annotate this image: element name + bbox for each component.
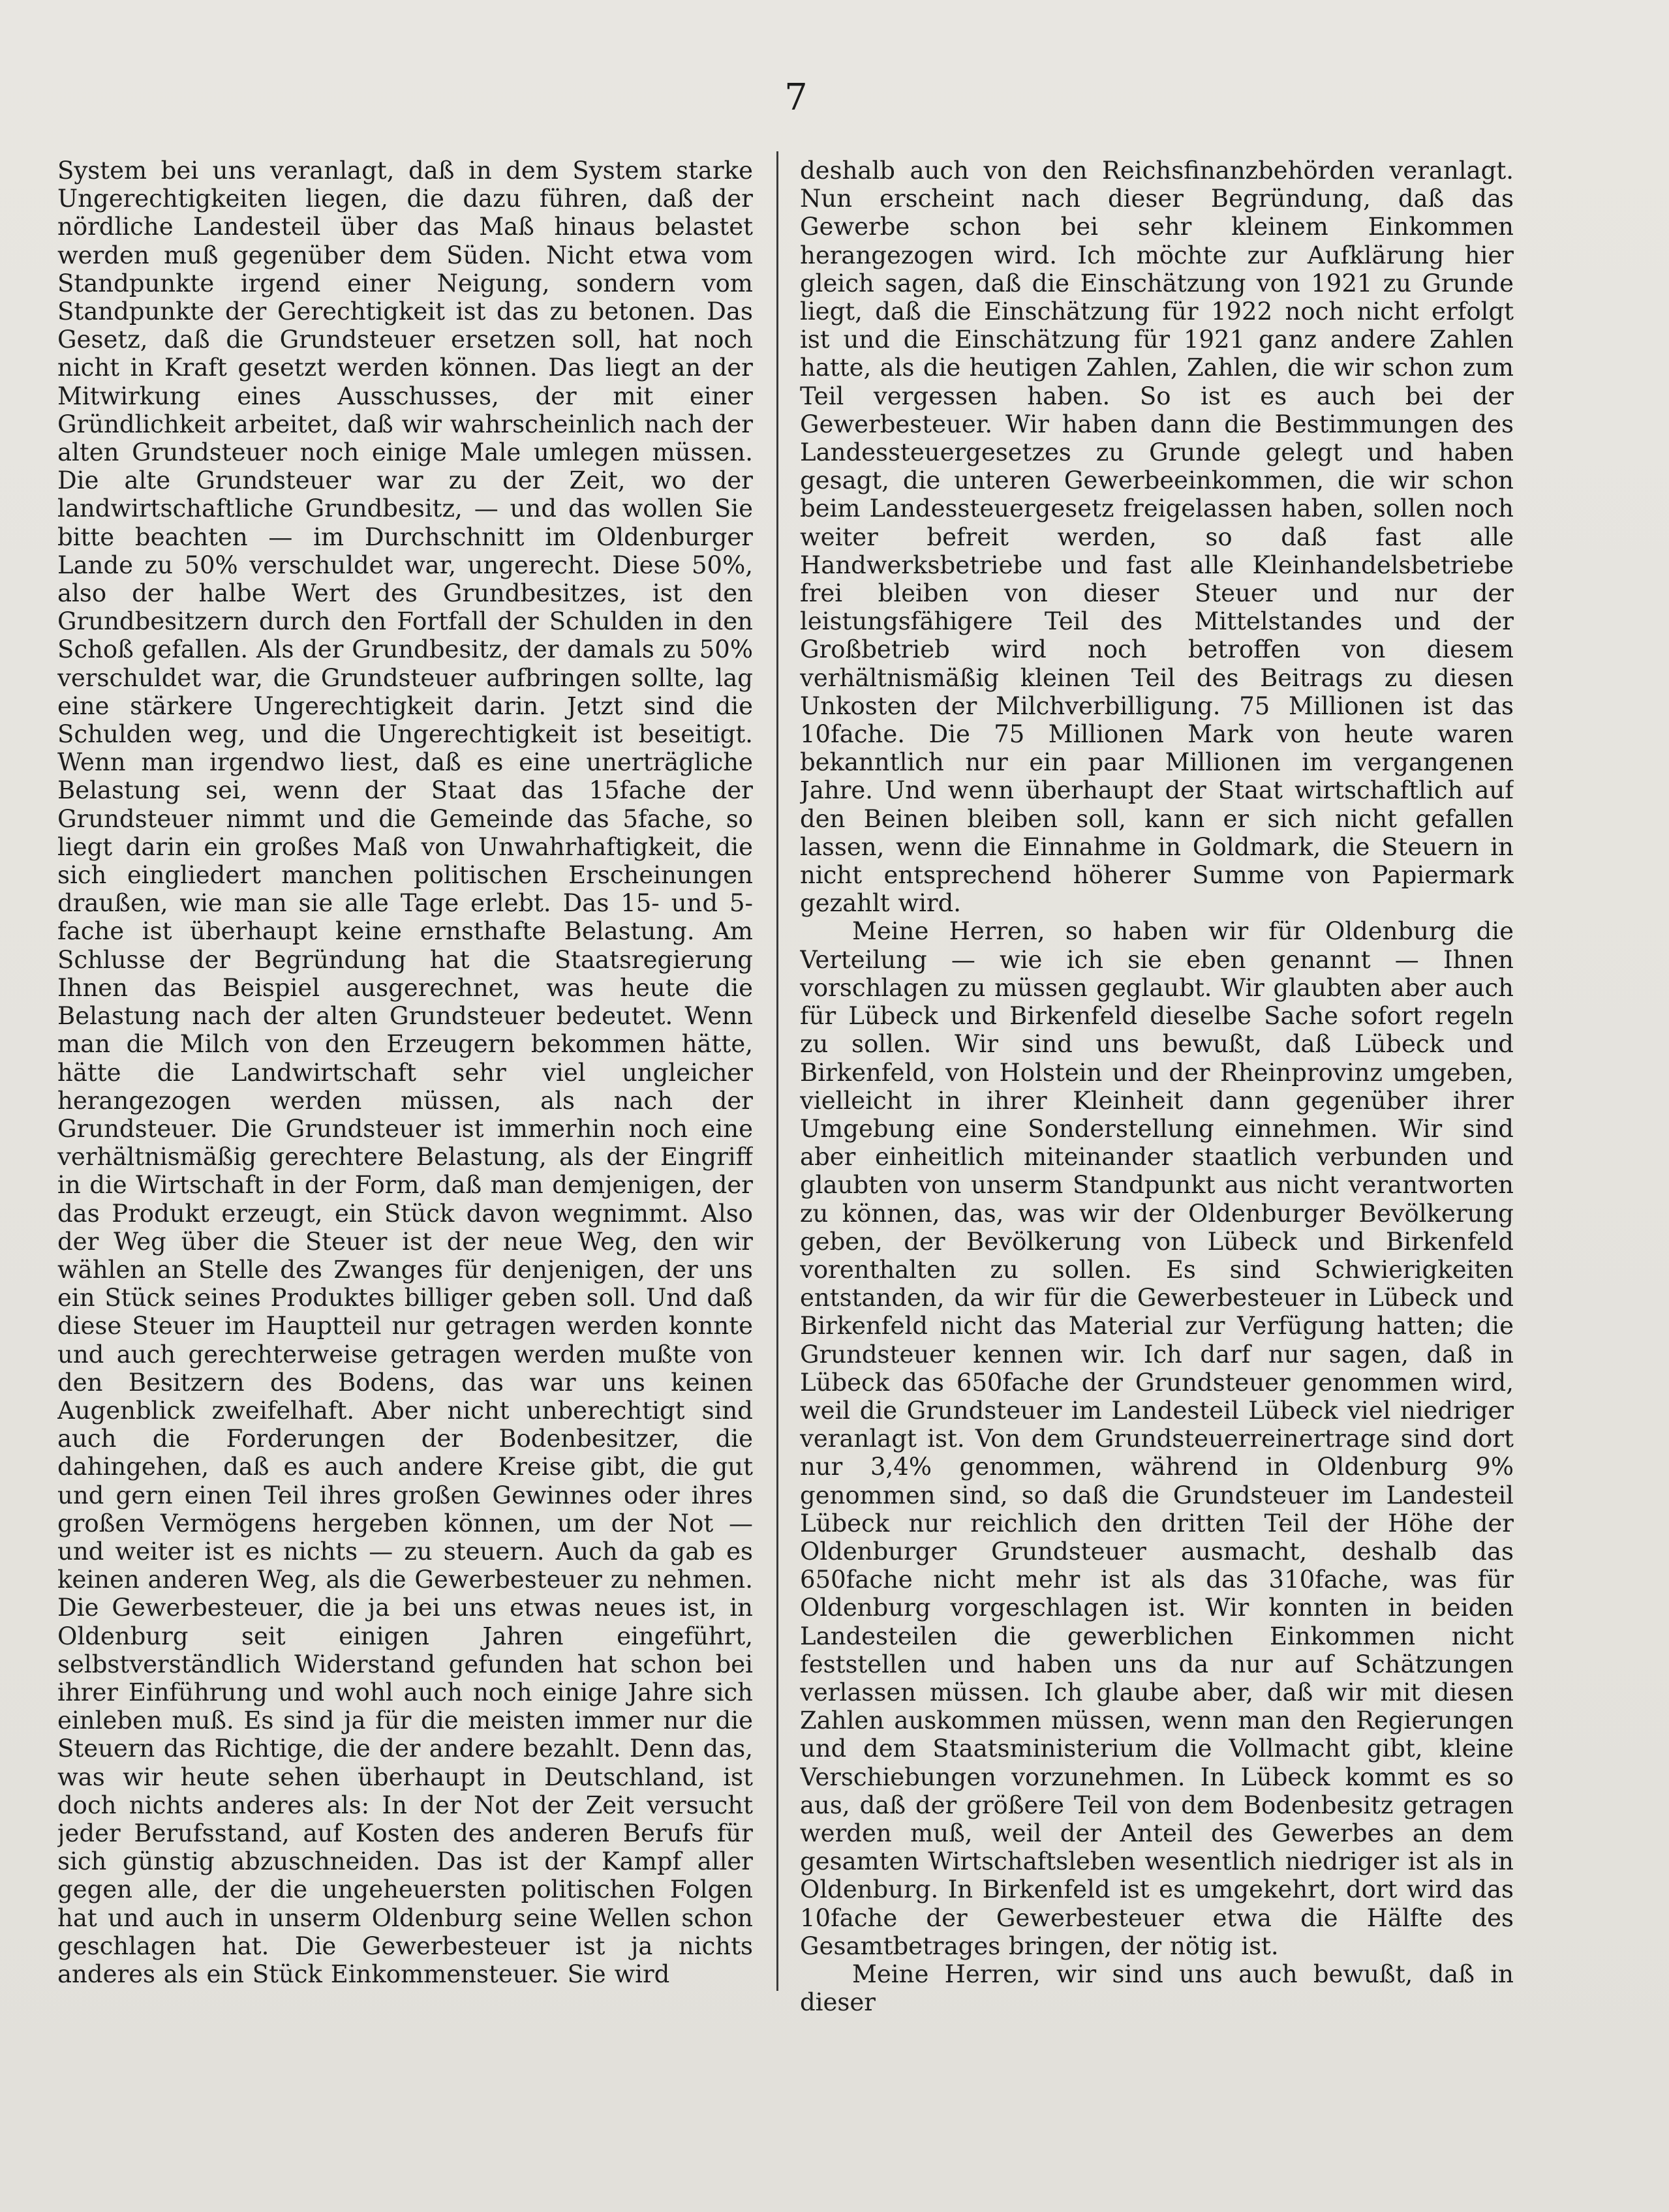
- paragraph: System bei uns veranlagt, daß in dem System starke Ungerechtigkeiten liegen, die dazu führen, daß der nördliche Landesteil über das Maß hinaus belastet werden muß gegenüber dem Süden. Nicht etwa vom Standpunkte irgend einer Neigung, sondern vom Standpunkte der Gerechtigkeit ist das zu betonen. Das Gesetz, daß die Grundsteuer ersetzen soll, hat noch nicht in Kraft gesetzt werden können. Das liegt an der Mitwirkung eines Ausschusses, der mit einer Gründlichkeit arbeitet, daß wir wahrscheinlich nach der alten Grundsteuer noch einige Male umlegen müssen. Die alte Grundsteuer war zu der Zeit, wo der landwirtschaftliche Grundbesitz, — und das wollen Sie bitte beachten — im Durchschnitt im Oldenburger Lande zu 50% verschuldet war, ungerecht. Diese 50%, also der halbe Wert des Grundbesitzes, ist den Grundbesitzern durch den Fortfall der Schulden in den Schoß gefallen. Als der Grundbesitz, der damals zu 50% verschuldet war, die Grundsteuer aufbringen sollte, lag eine stärkere Ungerechtigkeit darin. Jetzt sind die Schulden weg, und die Ungerechtigkeit ist beseitigt. Wenn man irgendwo liest, daß es eine unerträgliche Belastung sei, wenn der Staat das 15fache der Grundsteuer nimmt und die Gemeinde das 5fache, so liegt darin ein großes Maß von Unwahrhaftigkeit, die sich eingliedert manchen politischen Erscheinungen draußen, wie man sie alle Tage erlebt. Das 15- und 5-fache ist überhaupt keine ernsthafte Belastung. Am Schlusse der Begründung hat die Staatsregierung Ihnen das Beispiel ausgerechnet, was heute die Belastung nach der alten Grundsteuer bedeutet. Wenn man die Milch von den Erzeugern bekommen hätte, hätte die Landwirtschaft sehr viel ungleicher herangezogen werden müssen, als nach der Grundsteuer. Die Grundsteuer ist immerhin noch eine verhältnismäßig gerechtere Belastung, als der Eingriff in die Wirtschaft in der Form, daß man demjenigen, der das Produkt erzeugt, ein Stück davon wegnimmt. Also der Weg über die Steuer ist der neue Weg, den wir wählen an Stelle des Zwanges für denjenigen, der uns ein Stück seines Produktes billiger geben soll. Und daß diese Steuer im Hauptteil nur getragen werden konnte und auch gerechterweise getragen werden mußte von den Besitzern des Bodens, das war uns keinen Augenblick zweifelhaft. Aber nicht unberechtigt sind auch die Forderungen der Bodenbesitzer, die dahingehen, daß es auch andere Kreise gibt, die gut und gern einen Teil ihres großen Gewinnes oder ihres großen Vermögens hergeben können, um der Not — und weiter ist es nichts — zu steuern. Auch da gab es keinen anderen Weg, als die Gewerbesteuer zu nehmen. Die Gewerbesteuer, die ja bei uns etwas neues ist, in Oldenburg seit einigen Jahren eingeführt, selbstverständlich Widerstand gefunden hat schon bei ihrer Einführung und wohl auch noch einige Jahre sich einleben muß. Es sind ja für die meisten immer nur die Steuern das Richtige, die der andere bezahlt. Denn das, was wir heute sehen überhaupt in Deutschland, ist doch nichts anderes als: In der Not der Zeit versucht jeder Berufsstand, auf Kosten des anderen Berufs für sich günstig abzuschneiden. Das ist der Kampf aller gegen alle, der die ungeheuersten politischen Folgen hat und auch in unserm Oldenburg seine Wellen schon geschlagen hat. Die Gewerbesteuer ist ja nichts anderes als ein Stück Einkommensteuer. Sie wird: [57, 157, 753, 1988]
- left-column: [57, 157, 753, 2016]
- paragraph: Meine Herren, wir sind uns auch bewußt, daß in dieser: [800, 1960, 1514, 2016]
- paragraph: deshalb auch von den Reichsfinanzbehörden veranlagt. Nun erscheint nach dieser Begründung, daß das Gewerbe schon bei sehr kleinem Einkommen herangezogen wird. Ich möchte zur Aufklärung hier gleich sagen, daß die Einschätzung von 1921 zu Grunde liegt, daß die Einschätzung für 1922 noch nicht erfolgt ist und die Einschätzung für 1921 ganz andere Zahlen hatte, als die heutigen Zahlen, Zahlen, die wir schon zum Teil vergessen haben. So ist es auch bei der Gewerbesteuer. Wir haben dann die Bestimmungen des Landessteuergesetzes zu Grunde gelegt und haben gesagt, die unteren Gewerbeeinkommen, die wir schon beim Landessteuergesetz freigelassen haben, sollen noch weiter befreit werden, so daß fast alle Handwerksbetriebe und fast alle Kleinhandelsbetriebe frei bleiben von dieser Steuer und nur der leistungsfähigere Teil des Mittelstandes und der Großbetrieb wird noch betroffen von diesem verhältnismäßig kleinen Teil des Beitrags zu diesen Unkosten der Milchverbilligung. 75 Millionen ist das 10fache. Die 75 Millionen Mark von heute waren bekanntlich nur ein paar Millionen im vergangenen Jahre. Und wenn überhaupt der Staat wirtschaftlich auf den Beinen bleiben soll, kann er sich nicht gefallen lassen, wenn die Einnahme in Goldmark, die Steuern in nicht entsprechend höherer Summe von Papiermark gezahlt wird.: [800, 157, 1514, 918]
- paragraph: Meine Herren, so haben wir für Oldenburg die Verteilung — wie ich sie eben genannt — Ihnen vorschlagen zu müssen geglaubt. Wir glaubten aber auch für Lübeck und Birkenfeld dieselbe Sache sofort regeln zu sollen. Wir sind uns bewußt, daß Lübeck und Birkenfeld, von Holstein und der Rheinprovinz umgeben, vielleicht in ihrer Kleinheit dann gegenüber ihrer Umgebung eine Sonderstellung einnehmen. Wir sind aber einheitlich miteinander staatlich verbunden und glaubten von unserm Standpunkt aus nicht verantworten zu können, das, was wir der Oldenburger Bevölkerung geben, der Bevölkerung von Lübeck und Birkenfeld vorenthalten zu sollen. Es sind Schwierigkeiten entstanden, da wir für die Gewerbesteuer in Lübeck und Birkenfeld nicht das Material zur Verfügung hatten; die Grundsteuer kennen wir. Ich darf nur sagen, daß in Lübeck das 650fache der Grundsteuer genommen wird, weil die Grundsteuer im Landesteil Lübeck viel niedriger veranlagt ist. Von dem Grundsteuerreinertrage sind dort nur 3,4% genommen, während in Oldenburg 9% genommen sind, so daß die Grundsteuer im Landesteil Lübeck nur reichlich den dritten Teil der Höhe der Oldenburger Grundsteuer ausmacht, deshalb das 650fache nicht mehr ist als das 310fache, was für Oldenburg vorgeschlagen ist. Wir konnten in beiden Landesteilen die gewerblichen Einkommen nicht feststellen und haben uns da nur auf Schätzungen verlassen müssen. Ich glaube aber, daß wir mit diesen Zahlen auskommen müssen, wenn man den Regierungen und dem Staatsministerium die Vollmacht gibt, kleine Verschiebungen vorzunehmen. In Lübeck kommt es so aus, daß der größere Teil von dem Bodenbesitz getragen werden muß, weil der Anteil des Gewerbes an dem gesamten Wirtschaftsleben wesentlich niedriger ist als in Oldenburg. In Birkenfeld ist es umgekehrt, dort wird das 10fache der Gewerbesteuer etwa die Hälfte des Gesamtbetrages bringen, der nötig ist.: [800, 917, 1514, 1960]
- column-divider: [776, 151, 778, 1991]
- right-column: [800, 157, 1514, 2016]
- page-number: 7: [784, 76, 808, 119]
